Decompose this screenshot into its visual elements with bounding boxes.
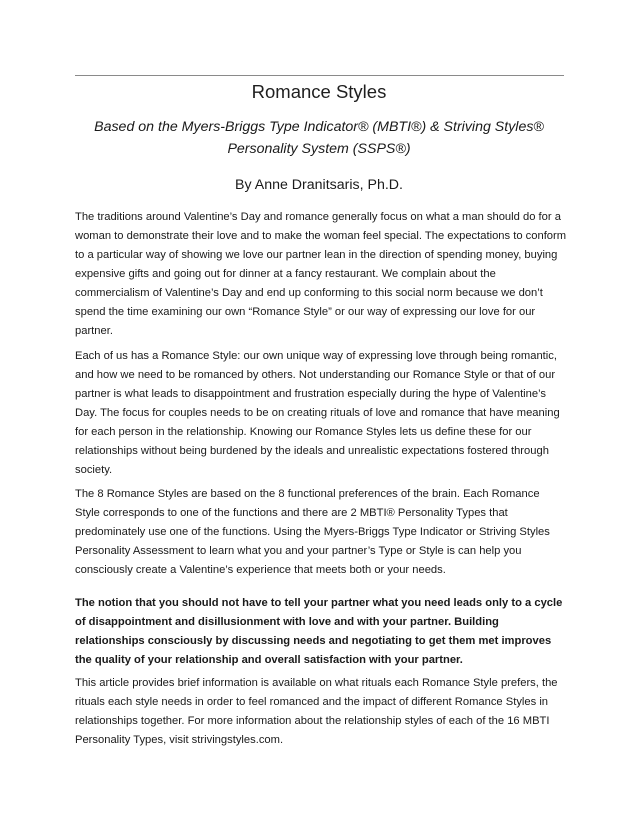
paragraph-2: Each of us has a Romance Style: our own unique way of expressing love through being romantic, and how we need to be romanced by others. Not understanding our Romance Style or that of our partner is what leads to disappointment and frustration especially during the hype of Valentine’s Day. The focus for couples needs to be on creating rituals of love and romance that have meaning for each person in the relationship. Knowing our Romance Styles lets us define these for our relationships without being burdened by the ideals and unrealistic expectations fostered through society. (75, 350, 560, 476)
paragraph-3: The 8 Romance Styles are based on the 8 functional preferences of the brain. Each Romance Style corresponds to one of the functions and there are 2 MBTI® Personality Types that predominately use one of the functions. Using the Myers-Briggs Type Indicator or Striving Styles Personality Assessment to learn what you and your partner’s Type or Style is can help you consciously create a Valentine’s experience that meets both or your needs. (75, 488, 550, 576)
paragraph-5: This article provides brief information is available on what rituals each Romance Style prefers, the rituals each style needs in order to feel romanced and the impact of different Romance Styles in relationships together. For more information about the relationship styles of each of the 16 MBTI Personality Types, visit strivingstyles.com. (75, 677, 558, 746)
author-line: By Anne Dranitsaris, Ph.D. (235, 177, 403, 193)
document-title: Romance Styles (251, 81, 387, 102)
paragraph-1: The traditions around Valentine’s Day and romance generally focus on what a man should do for a woman to demonstrate their love and to make the woman feel special. The expectations to conform to a particular way of showing we love our partner lean in the direction of spending money, buying expensive gifts and going out for dinner at a fancy restaurant. We complain about the commercialism of Valentine’s Day and end up conforming to this social norm because we don’t spend the time examining our own “Romance Style” or our way of expressing our love for our partner. (75, 211, 567, 337)
header-divider (75, 75, 564, 76)
paragraph-4-bold: The notion that you should not have to tell your partner what you need leads only to a cycle of disappointment and disillusionment with love and with your partner. Building relationships consciously by discussing needs and negotiating to get them met improves the quality of your relationship and overall satisfaction with your partner. (75, 597, 563, 666)
document-subtitle: Based on the Myers-Briggs Type Indicator® (MBTI®) & Striving Styles® Personality System (SSPS®) (94, 119, 544, 157)
